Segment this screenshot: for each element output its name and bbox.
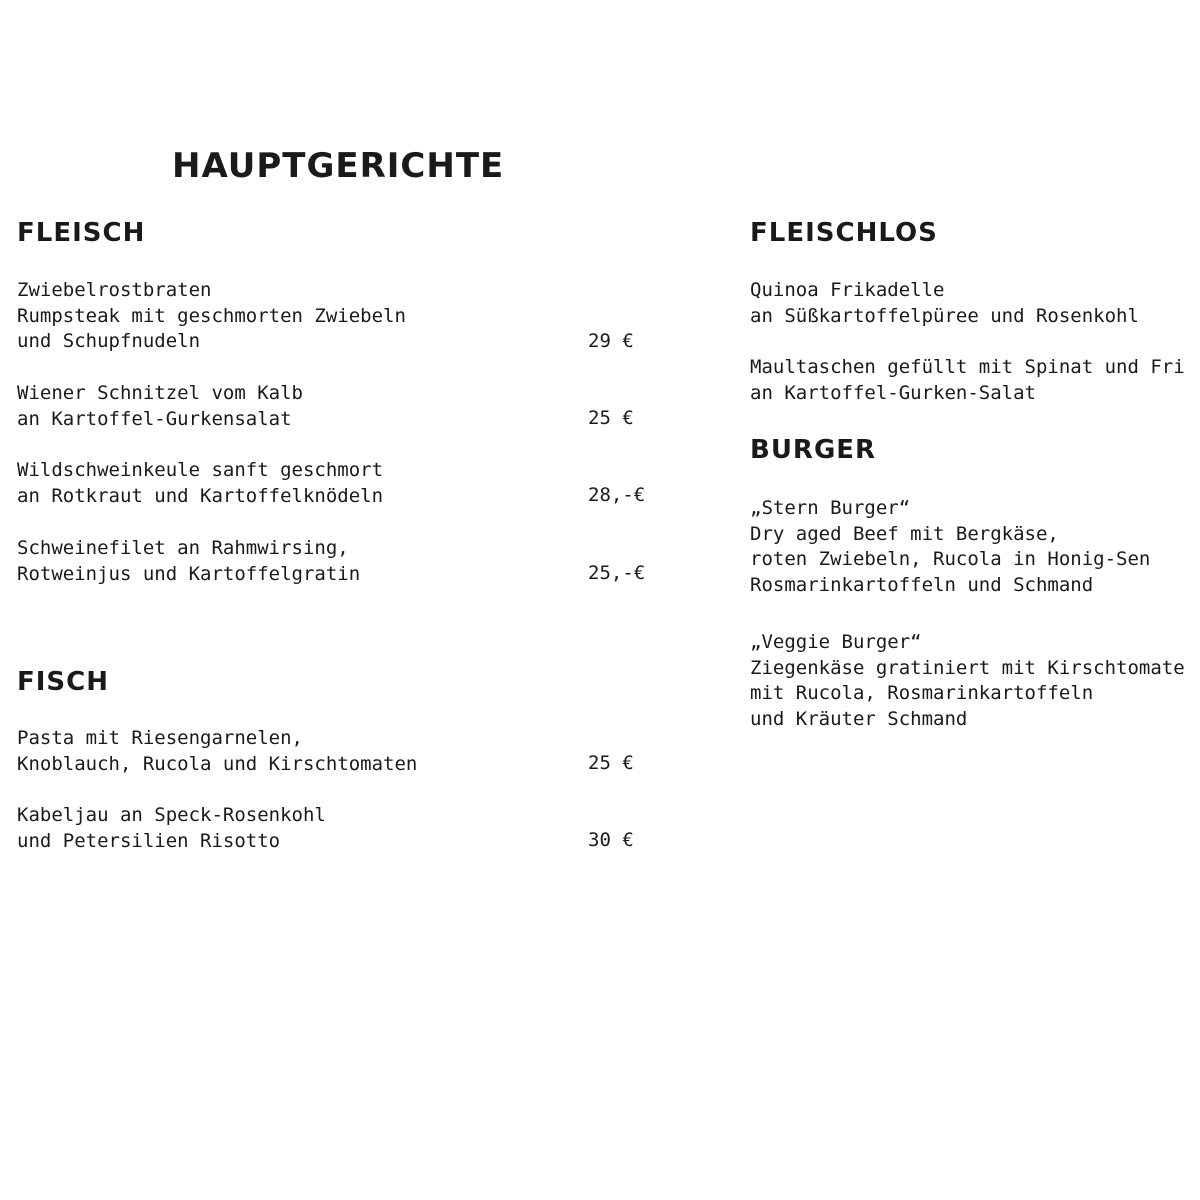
item-line: und Schupfnudeln (17, 330, 201, 352)
item-line: Rotweinjus und Kartoffelgratin (17, 562, 361, 585)
item-line: an Rotkraut und Kartoffelknödeln (17, 484, 384, 507)
price-pasta-garnelen: 25 € (588, 752, 634, 774)
item-line: Zwiebelrostbraten (17, 279, 212, 301)
item-line: Rumpsteak mit geschmorten Zwiebeln (17, 304, 406, 327)
item-line: „Stern Burger“ (750, 497, 911, 519)
price-kabeljau: 30 € (588, 829, 634, 851)
item-line: Kabeljau an Speck-Rosenkohl (17, 804, 326, 826)
price-wiener-schnitzel: 25 € (588, 407, 634, 429)
price-wildschweinkeule: 28,-€ (588, 484, 646, 506)
page-title: HAUPTGERICHTE (172, 146, 505, 186)
item-line: und Petersilien Risotto (17, 829, 281, 852)
item-line: an Kartoffel-Gurkensalat (17, 407, 292, 430)
menu-item-quinoa-frikadelle (750, 278, 1139, 329)
price-zwiebelrostbraten: 29 € (588, 330, 634, 352)
item-line: Maultaschen gefüllt mit Spinat und Fri (750, 356, 1185, 378)
item-line: und Kräuter Schmand (750, 707, 968, 730)
item-line: Dry aged Beef mit Bergkäse, (750, 522, 1059, 545)
item-line: „Veggie Burger“ (750, 631, 922, 653)
item-line: Schweinefilet an Rahmwirsing, (17, 537, 349, 559)
item-line: roten Zwiebeln, Rucola in Honig-Sen (750, 548, 1151, 570)
item-line: an Süßkartoffelpüree und Rosenkohl (750, 304, 1139, 327)
item-line: Wildschweinkeule sanft geschmort (17, 459, 384, 481)
section-title-fleisch: FLEISCH (17, 218, 146, 248)
menu-item-stern-burger (750, 496, 1150, 598)
section-title-fisch: FISCH (17, 667, 110, 697)
item-line: Rosmarinkartoffeln und Schmand (750, 573, 1094, 596)
section-title-fleischlos: FLEISCHLOS (750, 218, 938, 248)
item-line: Knoblauch, Rucola und Kirschtomaten (17, 752, 418, 775)
price-schweinefilet: 25,-€ (588, 562, 646, 584)
menu-item-maultaschen (750, 355, 1185, 406)
menu-item-veggie-burger (750, 630, 1185, 732)
item-line: Ziegenkäse gratiniert mit Kirschtomate (750, 656, 1185, 679)
item-line: mit Rucola, Rosmarinkartoffeln (750, 682, 1094, 704)
item-line: Wiener Schnitzel vom Kalb (17, 382, 303, 404)
item-line: Quinoa Frikadelle (750, 279, 945, 301)
item-line: Pasta mit Riesengarnelen, (17, 727, 303, 749)
item-line: an Kartoffel-Gurken-Salat (750, 381, 1036, 404)
section-title-burger: BURGER (750, 435, 877, 465)
